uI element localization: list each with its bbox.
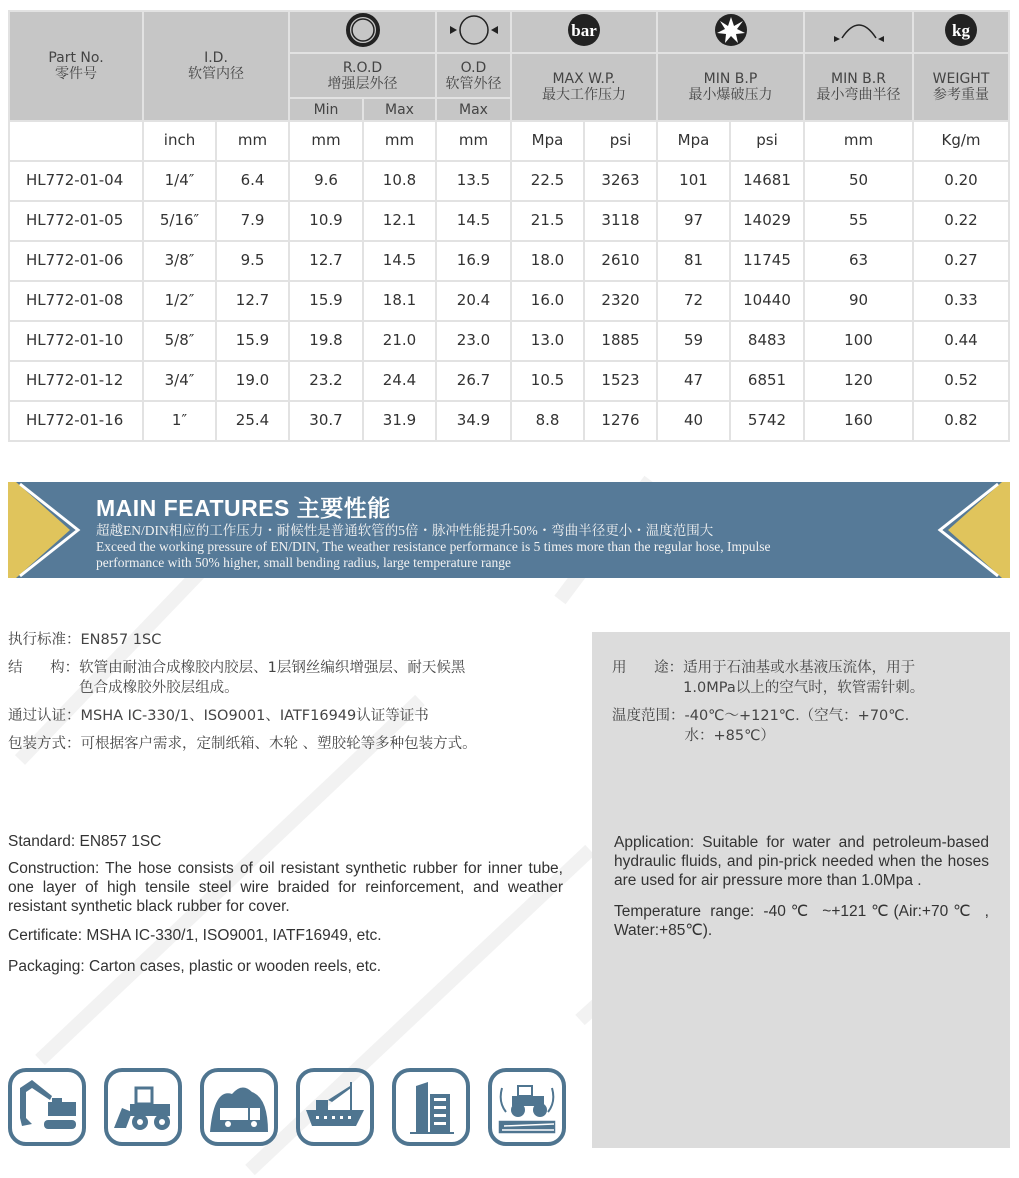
value-cell: 25.4 [216,401,289,441]
value-cell: 30.7 [289,401,363,441]
cert-text-cn: MSHA IC-330/1、ISO9001、IATF16949认证等证书 [80,708,429,724]
value-cell: 50 [804,161,913,201]
mining-truck-icon [200,1068,278,1146]
table-row [9,201,1009,241]
value-cell: 10.5 [511,361,584,401]
value-cell: 160 [804,401,913,441]
unit-cell: mm [363,121,436,161]
header-od-max: Max [436,98,511,121]
temp-label-cn: 温度范围： [612,708,685,724]
building-icon [392,1068,470,1146]
application-label-cn: 用 途： [612,660,684,676]
value-cell: 47 [657,361,730,401]
value-cell: 2610 [584,241,657,281]
table-row [9,281,1009,321]
application-icons [8,1068,566,1146]
value-cell: 12.1 [363,201,436,241]
header-id: I.D. 软管内径 [143,11,289,121]
value-cell: 21.0 [363,321,436,361]
value-cell: 3/4″ [143,361,216,401]
application-text-cn-2: 1.0MPa以上的空气时，软管需针刺。 [683,680,925,696]
part-number-cell: HL772-01-06 [9,241,143,281]
excavator-icon [8,1068,86,1146]
main-features-banner [8,482,1010,578]
value-cell: 63 [804,241,913,281]
value-cell: 9.6 [289,161,363,201]
value-cell: 1/2″ [143,281,216,321]
part-number-cell: HL772-01-05 [9,201,143,241]
value-cell: 2320 [584,281,657,321]
value-cell: 24.4 [363,361,436,401]
bar-pressure-icon [511,11,657,53]
value-cell: 10440 [730,281,804,321]
units-row [9,121,1009,161]
value-cell: 0.52 [913,361,1009,401]
svg-text:kg: kg [952,21,970,40]
temp-text-cn: -40℃～+121℃.（空气：+70℃. [684,708,910,724]
header-min-bp: MIN B.P 最小爆破压力 [657,53,804,121]
packaging-label-cn: 包装方式： [8,736,81,752]
value-cell: 97 [657,201,730,241]
value-cell: 0.20 [913,161,1009,201]
value-cell: 16.9 [436,241,511,281]
part-number-cell: HL772-01-10 [9,321,143,361]
unit-cell: psi [584,121,657,161]
value-cell: 15.9 [216,321,289,361]
value-cell: 31.9 [363,401,436,441]
value-cell: 72 [657,281,730,321]
value-cell: 5742 [730,401,804,441]
banner-line-en2: performance with 50% higher, small bending radius, large temperature range [96,555,511,570]
value-cell: 23.0 [436,321,511,361]
value-cell: 0.82 [913,401,1009,441]
banner-line-cn: 超越EN/DIN相应的工作压力・耐候性是普通软管的5倍・脉冲性能提升50%・弯曲半径更小・温度范围大 [96,523,714,538]
bend-radius-icon [804,11,913,53]
value-cell: 12.7 [216,281,289,321]
standard-en: Standard: EN857 1SC [8,833,162,850]
packaging-text-cn: 可根据客户需求，定制纸箱、木轮 、塑胶轮等多种包装方式。 [80,736,477,752]
table-row [9,161,1009,201]
unit-cell: Mpa [511,121,584,161]
value-cell: 6.4 [216,161,289,201]
value-cell: 55 [804,201,913,241]
value-cell: 120 [804,361,913,401]
ship-icon [296,1068,374,1146]
value-cell: 1″ [143,401,216,441]
value-cell: 3/8″ [143,241,216,281]
header-min-br: MIN B.R 最小弯曲半径 [804,53,913,121]
part-number-cell: HL772-01-04 [9,161,143,201]
value-cell: 0.27 [913,241,1009,281]
cert-label-cn: 通过认证： [8,708,81,724]
unit-cell: Kg/m [913,121,1009,161]
header-rod: R.O.D 增强层外径 [289,53,436,98]
unit-cell: mm [216,121,289,161]
value-cell: 3118 [584,201,657,241]
value-cell: 23.2 [289,361,363,401]
tractor-agriculture-icon [488,1068,566,1146]
header-rod-min: Min [289,98,363,121]
value-cell: 6851 [730,361,804,401]
unit-cell: mm [436,121,511,161]
packaging-en: Packaging: Carton cases, plastic or wooden reels, etc. [8,958,382,975]
standard-label-cn: 执行标准： [8,632,81,648]
value-cell: 34.9 [436,401,511,441]
table-row [9,241,1009,281]
banner-line-en1: Exceed the working pressure of EN/DIN, The weather resistance performance is 5 times more than the regular hose, Impulse [96,539,771,554]
wheel-loader-icon [104,1068,182,1146]
value-cell: 1/4″ [143,161,216,201]
construction-label-cn: 结 构： [8,660,80,676]
value-cell: 20.4 [436,281,511,321]
value-cell: 14029 [730,201,804,241]
certificate-en: Certificate: MSHA IC-330/1, ISO9001, IATF16949, etc. [8,927,382,944]
od-icon [436,11,511,53]
weight-kg-icon [913,11,1009,53]
value-cell: 90 [804,281,913,321]
value-cell: 0.44 [913,321,1009,361]
temp-text-cn-2: 水：+85℃） [684,728,775,744]
value-cell: 9.5 [216,241,289,281]
value-cell: 3263 [584,161,657,201]
header-part-no: Part No. 零件号 [9,11,143,121]
value-cell: 1885 [584,321,657,361]
value-cell: 8483 [730,321,804,361]
value-cell: 101 [657,161,730,201]
temperature-en: Temperature range: -40℃ ~+121℃(Air:+70℃ , Water:+85℃). [614,903,989,939]
banner-title-cn: 主要性能 [296,495,391,521]
value-cell: 0.22 [913,201,1009,241]
value-cell: 19.0 [216,361,289,401]
table-row [9,321,1009,361]
value-cell: 14.5 [363,241,436,281]
part-number-cell: HL772-01-12 [9,361,143,401]
value-cell: 11745 [730,241,804,281]
value-cell: 13.5 [436,161,511,201]
value-cell: 13.0 [511,321,584,361]
value-cell: 1276 [584,401,657,441]
value-cell: 81 [657,241,730,281]
value-cell: 12.7 [289,241,363,281]
construction-en: Construction: The hose consists of oil resistant synthetic rubber for inner tube, one layer of high tensile steel wire braided for reinforcement, and weather resistant synthetic black rubber for cover. [8,860,563,915]
header-rod-max: Max [363,98,436,121]
unit-cell: mm [804,121,913,161]
banner-title: MAIN FEATURES [96,495,290,521]
value-cell: 8.8 [511,401,584,441]
value-cell: 5/16″ [143,201,216,241]
header-weight: WEIGHT 参考重量 [913,53,1009,121]
value-cell: 1523 [584,361,657,401]
part-number-cell: HL772-01-08 [9,281,143,321]
value-cell: 15.9 [289,281,363,321]
header-od: O.D 软管外径 [436,53,511,98]
standard-text-cn: EN857 1SC [80,632,162,648]
unit-cell: Mpa [657,121,730,161]
value-cell: 59 [657,321,730,361]
value-cell: 40 [657,401,730,441]
application-en: Application: Suitable for water and petroleum-based hydraulic fluids, and pin-prick needed when the hoses are used for air pressure more than 1.0Mpa . [614,834,989,889]
table-row [9,361,1009,401]
rod-icon [289,11,436,53]
value-cell: 19.8 [289,321,363,361]
value-cell: 10.8 [363,161,436,201]
spec-table [8,10,1010,442]
unit-cell: psi [730,121,804,161]
value-cell: 0.33 [913,281,1009,321]
svg-text:bar: bar [571,21,597,40]
value-cell: 21.5 [511,201,584,241]
value-cell: 5/8″ [143,321,216,361]
value-cell: 14681 [730,161,804,201]
value-cell: 26.7 [436,361,511,401]
header-max-wp: MAX W.P. 最大工作压力 [511,53,657,121]
table-row [9,401,1009,441]
application-text-cn: 适用于石油基或水基液压流体，用于 [683,660,916,676]
unit-cell: inch [143,121,216,161]
value-cell: 16.0 [511,281,584,321]
part-number-cell: HL772-01-16 [9,401,143,441]
construction-text-cn-2: 色合成橡胶外胶层组成。 [79,680,239,696]
value-cell: 14.5 [436,201,511,241]
value-cell: 22.5 [511,161,584,201]
unit-cell: mm [289,121,363,161]
construction-text-cn: 软管由耐油合成橡胶内胶层、1层钢丝编织增强层、耐天候黑 [79,660,466,676]
value-cell: 100 [804,321,913,361]
value-cell: 10.9 [289,201,363,241]
value-cell: 18.0 [511,241,584,281]
value-cell: 18.1 [363,281,436,321]
unit-cell [9,121,143,161]
burst-icon [657,11,804,53]
value-cell: 7.9 [216,201,289,241]
